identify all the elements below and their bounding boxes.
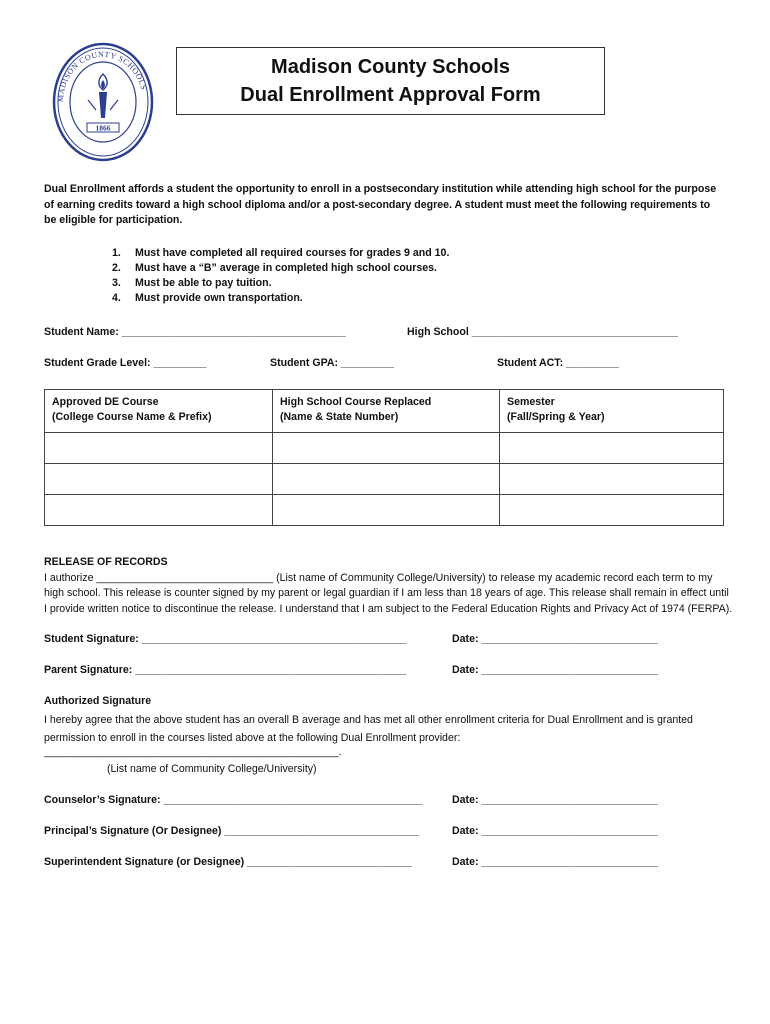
- principal-date-field[interactable]: Date: ______________________________: [452, 825, 659, 837]
- table-cell[interactable]: [273, 495, 500, 526]
- authorized-heading: Authorized Signature: [44, 695, 152, 707]
- parent-signature-field[interactable]: Parent Signature: ______________________________________________: [44, 664, 407, 676]
- table-cell[interactable]: [273, 433, 500, 464]
- table-header-cell: [500, 390, 724, 433]
- requirement-text: Must have a “B” average in completed high school courses.: [135, 262, 438, 274]
- table-header-cell: [45, 390, 273, 433]
- high-school-field[interactable]: High School ___________________________________: [407, 326, 678, 338]
- table-cell[interactable]: [500, 464, 724, 495]
- superintendent-date-field[interactable]: Date: ______________________________: [452, 856, 659, 868]
- table-row: [45, 495, 724, 526]
- student-signature-field[interactable]: Student Signature: _____________________________________________: [44, 633, 407, 645]
- table-row: [45, 464, 724, 495]
- table-cell[interactable]: [45, 433, 273, 464]
- counselor-signature-field[interactable]: Counselor’s Signature: ____________________________________________: [44, 794, 423, 806]
- requirement-text: Must have completed all required courses for grades 9 and 10.: [135, 247, 450, 259]
- form-title: Dual Enrollment Approval Form: [240, 84, 541, 106]
- table-cell[interactable]: [45, 464, 273, 495]
- requirement-text: Must provide own transportation.: [135, 292, 303, 304]
- district-title: Madison County Schools: [271, 56, 510, 78]
- requirement-item: [112, 277, 272, 289]
- provider-blank-line[interactable]: __________________________________________________.: [44, 746, 342, 758]
- release-heading: RELEASE OF RECORDS: [44, 556, 168, 568]
- release-section: [44, 555, 734, 617]
- intro-paragraph: Dual Enrollment affords a student the opportunity to enroll in a postsecondary institution while attending high school for the purpose of earning credits toward a high school diploma and/or a post-secondary degree. A student must meet the following requirements to be eligible for participation.: [44, 183, 717, 226]
- requirement-text: Must be able to pay tuition.: [135, 277, 272, 289]
- table-header-row: [45, 390, 724, 433]
- requirement-number: 4.: [112, 292, 121, 304]
- header-title: High School Course Replaced: [280, 396, 432, 408]
- student-date-field[interactable]: Date: ______________________________: [452, 633, 659, 645]
- student-name-field[interactable]: Student Name: ______________________________________: [44, 326, 346, 338]
- table-header-cell: [273, 390, 500, 433]
- authorized-text: I hereby agree that the above student has an overall B average and has met all other enrollment criteria for Dual Enrollment and is granted permission to enroll in the courses listed above at the following Dual Enrollment provider:: [44, 714, 693, 744]
- header-subtitle: (Fall/Spring & Year): [507, 411, 605, 423]
- gpa-field[interactable]: Student GPA: _________: [270, 357, 395, 369]
- superintendent-signature-field[interactable]: Superintendent Signature (or Designee) ____________________________: [44, 856, 413, 868]
- requirement-item: [112, 247, 449, 259]
- grade-level-field[interactable]: Student Grade Level: _________: [44, 357, 207, 369]
- course-table: [44, 389, 724, 526]
- header-title: Semester: [507, 396, 555, 408]
- counselor-date-field[interactable]: Date: ______________________________: [452, 794, 659, 806]
- release-text: I authorize ______________________________ (List name of Community College/University) to release my academic record each term to my high school. This release is counter signed by my parent or legal guardian if I am less than 18 years of age. This release shall remain in effect until I provide written notice to discontinue the release. I understand that I am subject to the Federal Education Rights and Privacy Act of 1974 (FERPA).: [44, 571, 733, 615]
- table-row: [45, 433, 724, 464]
- requirement-number: 2.: [112, 262, 121, 274]
- requirement-number: 3.: [112, 277, 121, 289]
- seal-year: 1866: [95, 123, 111, 133]
- table-cell[interactable]: [273, 464, 500, 495]
- county-seal-logo: [52, 40, 154, 164]
- requirement-item: [112, 262, 437, 274]
- provider-blank-caption: (List name of Community College/University): [107, 763, 317, 775]
- header-subtitle: (Name & State Number): [280, 411, 399, 423]
- header-subtitle: (College Course Name & Prefix): [52, 411, 212, 423]
- act-field[interactable]: Student ACT: _________: [497, 357, 620, 369]
- principal-signature-field[interactable]: Principal’s Signature (Or Designee) _________________________________: [44, 825, 419, 837]
- seal-ring-text: MADISON COUNTY SCHOOLS: [55, 49, 149, 103]
- requirement-number: 1.: [112, 247, 121, 259]
- table-cell[interactable]: [45, 495, 273, 526]
- table-cell[interactable]: [500, 433, 724, 464]
- header-title: Approved DE Course: [52, 396, 159, 408]
- requirement-item: [112, 292, 303, 304]
- form-title-box: [176, 47, 605, 115]
- table-cell[interactable]: [500, 495, 724, 526]
- parent-date-field[interactable]: Date: ______________________________: [452, 664, 659, 676]
